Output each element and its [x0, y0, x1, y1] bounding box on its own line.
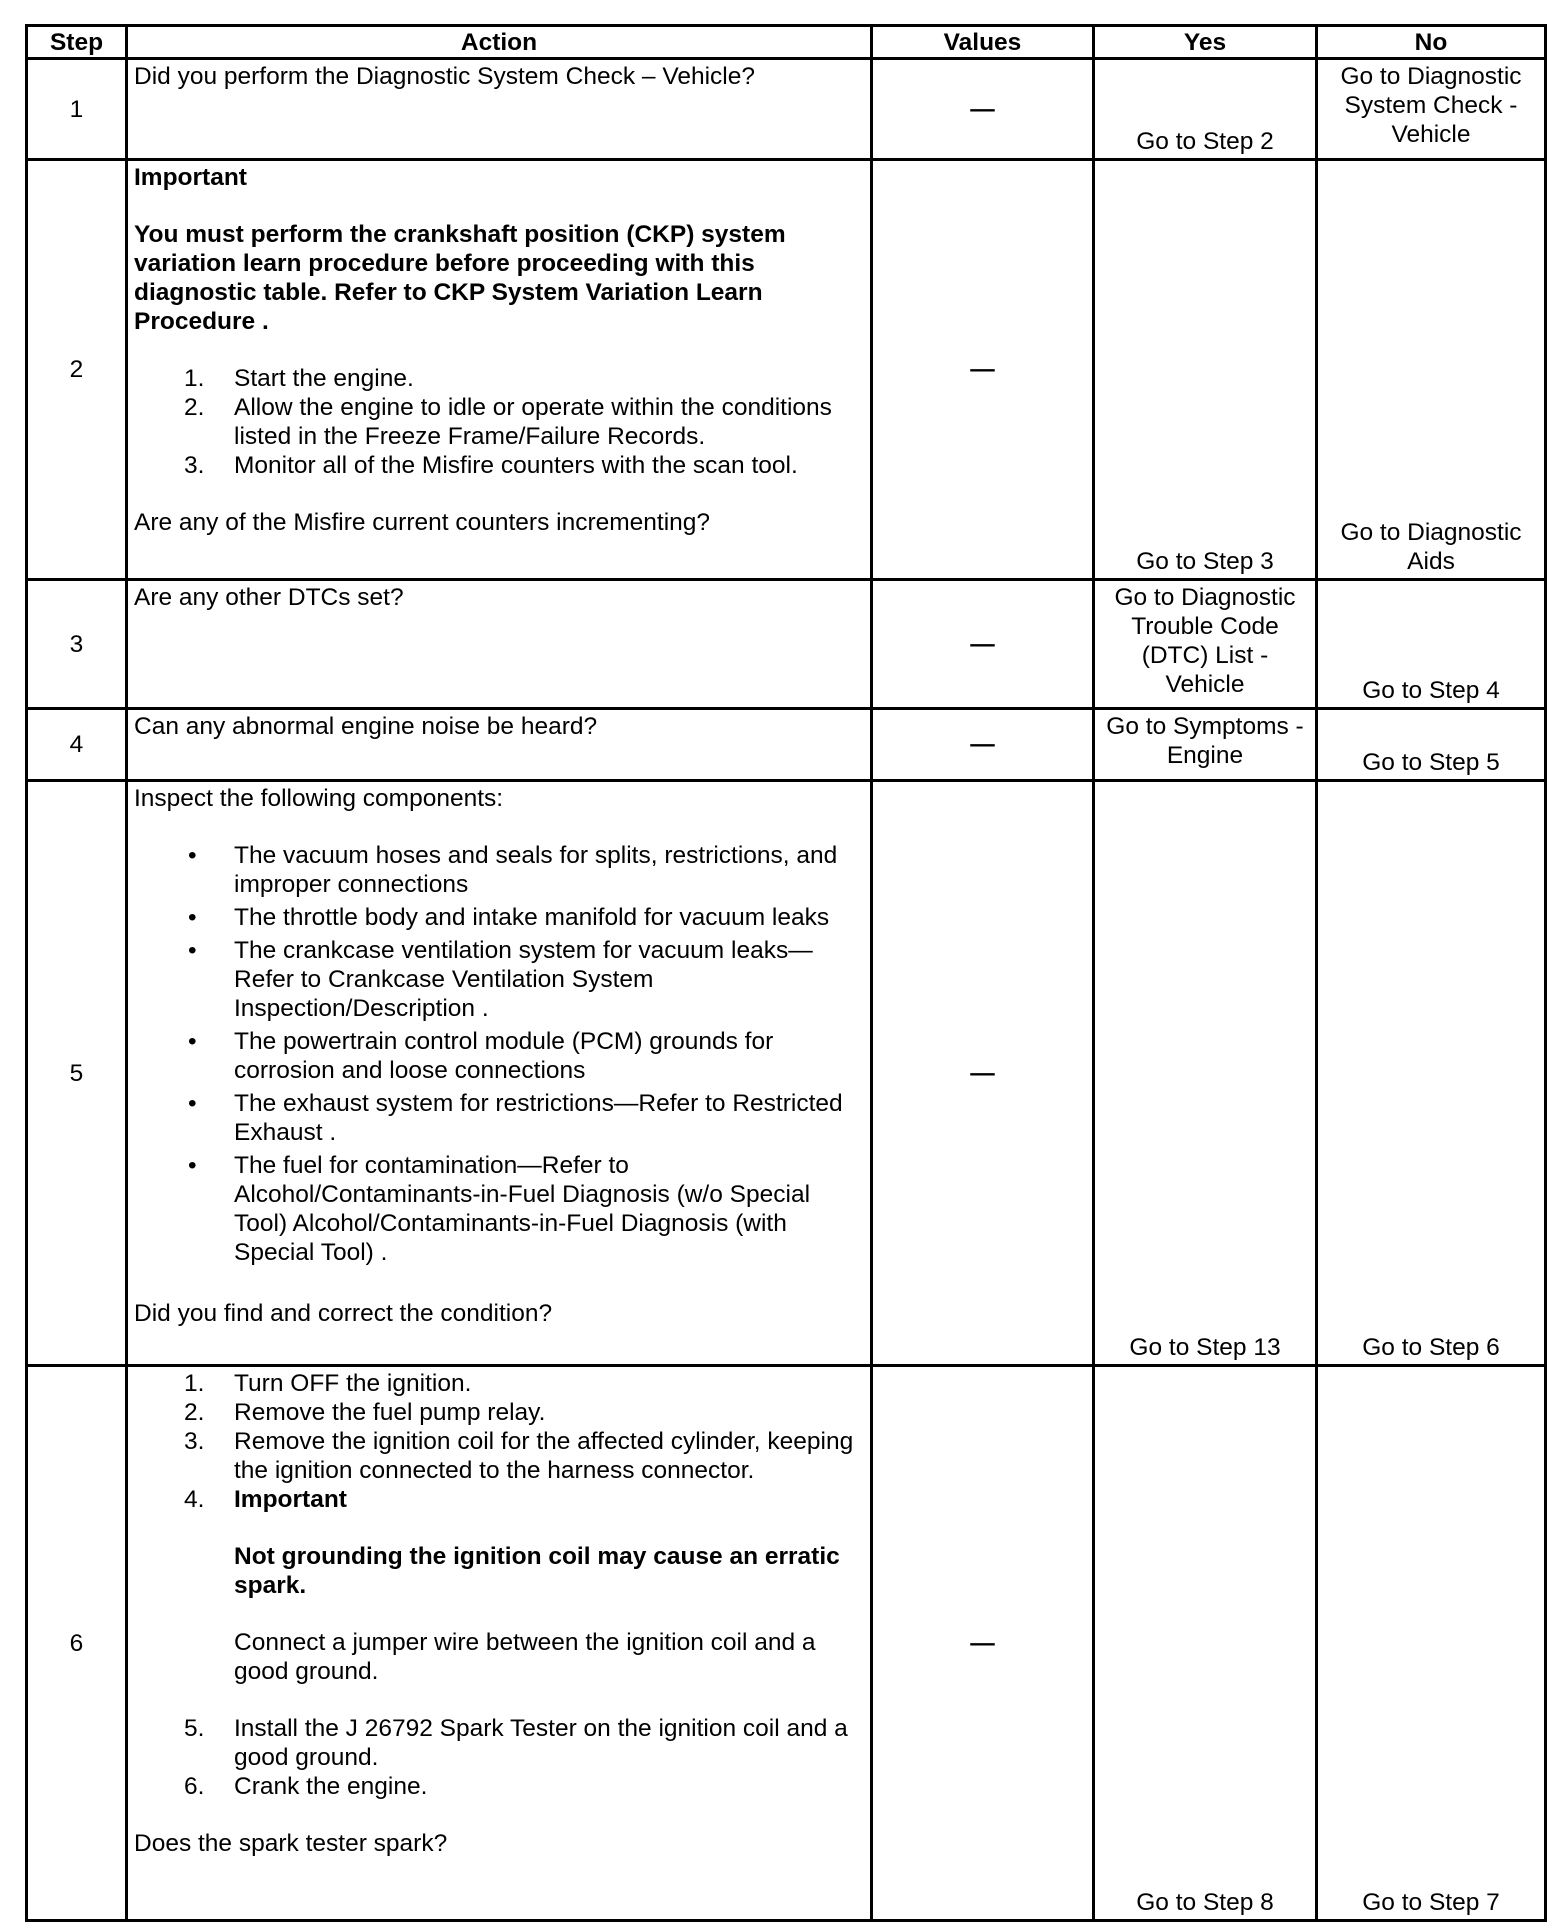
- values-cell: [872, 1366, 1094, 1921]
- no-result: Go to Step 4: [1317, 580, 1546, 709]
- bullet-icon: •: [188, 1028, 197, 1055]
- substep-number: 1.: [184, 365, 205, 392]
- substep-number: 1.: [184, 1370, 205, 1397]
- important-note: You must perform the crankshaft position (CKP) system variation learn procedure before proceeding with this diagnostic table. Refer to CKP System Variation Learn Procedure .: [134, 221, 786, 335]
- no-result: Go to Step 7: [1317, 1366, 1546, 1921]
- question-text: Are any of the Misfire current counters incrementing?: [134, 509, 711, 536]
- list-item: [134, 1398, 864, 1427]
- bullet-text: The crankcase ventilation system for vacuum leaks—Refer to Crankcase Ventilation System Inspection/Description .: [234, 937, 813, 1022]
- action-text: Are any other DTCs set?: [127, 580, 872, 709]
- step-number: 2: [27, 160, 127, 580]
- action-cell: [127, 781, 872, 1366]
- values-cell: [872, 59, 1094, 160]
- header-row: [27, 26, 1546, 59]
- yes-result: Go to Diagnostic Trouble Code (DTC) List - Vehicle: [1094, 580, 1317, 709]
- yes-result: Go to Step 2: [1094, 59, 1317, 160]
- list-item: [134, 1427, 864, 1485]
- bullet-text: The fuel for contamination—Refer to Alcohol/Contaminants-in-Fuel Diagnosis (w/o Special Tool) Alcohol/Contaminants-in-Fuel Diagnosis (with Special Tool) .: [234, 1152, 811, 1266]
- value-dash: —: [970, 630, 995, 658]
- value-dash: —: [970, 95, 995, 123]
- bullet-icon: •: [188, 1152, 197, 1179]
- header-yes: Yes: [1094, 26, 1317, 59]
- substep-text: Install the J 26792 Spark Tester on the ignition coil and a good ground.: [234, 1715, 848, 1771]
- yes-result: Go to Step 3: [1094, 160, 1317, 580]
- bullet-icon: •: [188, 1090, 197, 1117]
- bullet-text: The exhaust system for restrictions—Refer to Restricted Exhaust .: [234, 1090, 843, 1146]
- yes-result: Go to Symptoms - Engine: [1094, 709, 1317, 781]
- bullet-text: The powertrain control module (PCM) grounds for corrosion and loose connections: [234, 1028, 774, 1084]
- no-result: Go to Step 5: [1317, 709, 1546, 781]
- step-number: 6: [27, 1366, 127, 1921]
- substep-text: Remove the ignition coil for the affected cylinder, keeping the ignition connected to the harness connector.: [234, 1428, 854, 1484]
- important-note: Not grounding the ignition coil may cause an erratic spark.: [234, 1543, 840, 1599]
- important-heading: Important: [134, 164, 247, 191]
- table-row: [27, 709, 1546, 781]
- no-result: Go to Step 6: [1317, 781, 1546, 1366]
- header-values: Values: [872, 26, 1094, 59]
- substep-number: 4.: [184, 1486, 205, 1513]
- question-text: Did you find and correct the condition?: [134, 1300, 553, 1327]
- table-row: [27, 1366, 1546, 1921]
- step-number: 4: [27, 709, 127, 781]
- list-item: [134, 841, 864, 899]
- table-row: [27, 59, 1546, 160]
- bullet-text: The throttle body and intake manifold for vacuum leaks: [234, 904, 830, 931]
- step-number: 5: [27, 781, 127, 1366]
- list-item: [134, 393, 864, 451]
- list-item: [134, 936, 864, 1023]
- list-item: [134, 1369, 864, 1398]
- substep-text: Turn OFF the ignition.: [234, 1370, 472, 1397]
- table-row: [27, 781, 1546, 1366]
- values-cell: [872, 781, 1094, 1366]
- table-row: [27, 580, 1546, 709]
- bullet-icon: •: [188, 937, 197, 964]
- list-item: [134, 1714, 864, 1772]
- action-text: Did you perform the Diagnostic System Check – Vehicle?: [127, 59, 872, 160]
- values-cell: [872, 580, 1094, 709]
- substep-number: 3.: [184, 452, 205, 479]
- value-dash: —: [970, 731, 995, 758]
- list-item: [134, 1089, 864, 1147]
- action-text: Can any abnormal engine noise be heard?: [127, 709, 872, 781]
- action-cell: [127, 1366, 872, 1921]
- value-dash: —: [970, 356, 995, 383]
- action-cell: [127, 160, 872, 580]
- step-number: 1: [27, 59, 127, 160]
- list-item: [134, 1485, 864, 1714]
- value-dash: —: [970, 1059, 995, 1087]
- step-number: 3: [27, 580, 127, 709]
- no-result: Go to Diagnostic Aids: [1317, 160, 1546, 580]
- substep-text: Remove the fuel pump relay.: [234, 1399, 546, 1426]
- bullet-icon: •: [188, 842, 197, 869]
- list-item: [134, 1772, 864, 1801]
- substep-list: [134, 364, 864, 480]
- yes-result: Go to Step 8: [1094, 1366, 1317, 1921]
- component-list: [134, 841, 864, 1267]
- question-text: Does the spark tester spark?: [134, 1830, 448, 1857]
- substep-text: Connect a jumper wire between the ignition coil and a good ground.: [234, 1629, 816, 1685]
- substep-number: 6.: [184, 1773, 205, 1800]
- diagnostic-table: [25, 24, 1547, 1922]
- substep-number: 5.: [184, 1715, 205, 1742]
- substep-text: Start the engine.: [234, 365, 414, 392]
- substep-text: Allow the engine to idle or operate within the conditions listed in the Freeze Frame/Failure Records.: [234, 394, 832, 450]
- substep-list: [134, 1369, 864, 1801]
- header-action: Action: [127, 26, 872, 59]
- bullet-text: The vacuum hoses and seals for splits, restrictions, and improper connections: [234, 842, 838, 898]
- substep-number: 3.: [184, 1428, 205, 1455]
- intro-text: Inspect the following components:: [134, 785, 504, 812]
- substep-number: 2.: [184, 394, 205, 421]
- substep-number: 2.: [184, 1399, 205, 1426]
- header-step: Step: [27, 26, 127, 59]
- value-dash: —: [970, 1629, 995, 1657]
- yes-result: Go to Step 13: [1094, 781, 1317, 1366]
- bullet-icon: •: [188, 904, 197, 931]
- list-item: [134, 1027, 864, 1085]
- list-item: [134, 364, 864, 393]
- list-item: [134, 451, 864, 480]
- important-heading: Important: [234, 1486, 347, 1513]
- no-result: Go to Diagnostic System Check - Vehicle: [1317, 59, 1546, 160]
- values-cell: [872, 709, 1094, 781]
- substep-text: Crank the engine.: [234, 1773, 428, 1800]
- substep-text: Monitor all of the Misfire counters with the scan tool.: [234, 452, 798, 479]
- header-no: No: [1317, 26, 1546, 59]
- list-item: [134, 1151, 864, 1267]
- values-cell: [872, 160, 1094, 580]
- list-item: [134, 903, 864, 932]
- table-row: [27, 160, 1546, 580]
